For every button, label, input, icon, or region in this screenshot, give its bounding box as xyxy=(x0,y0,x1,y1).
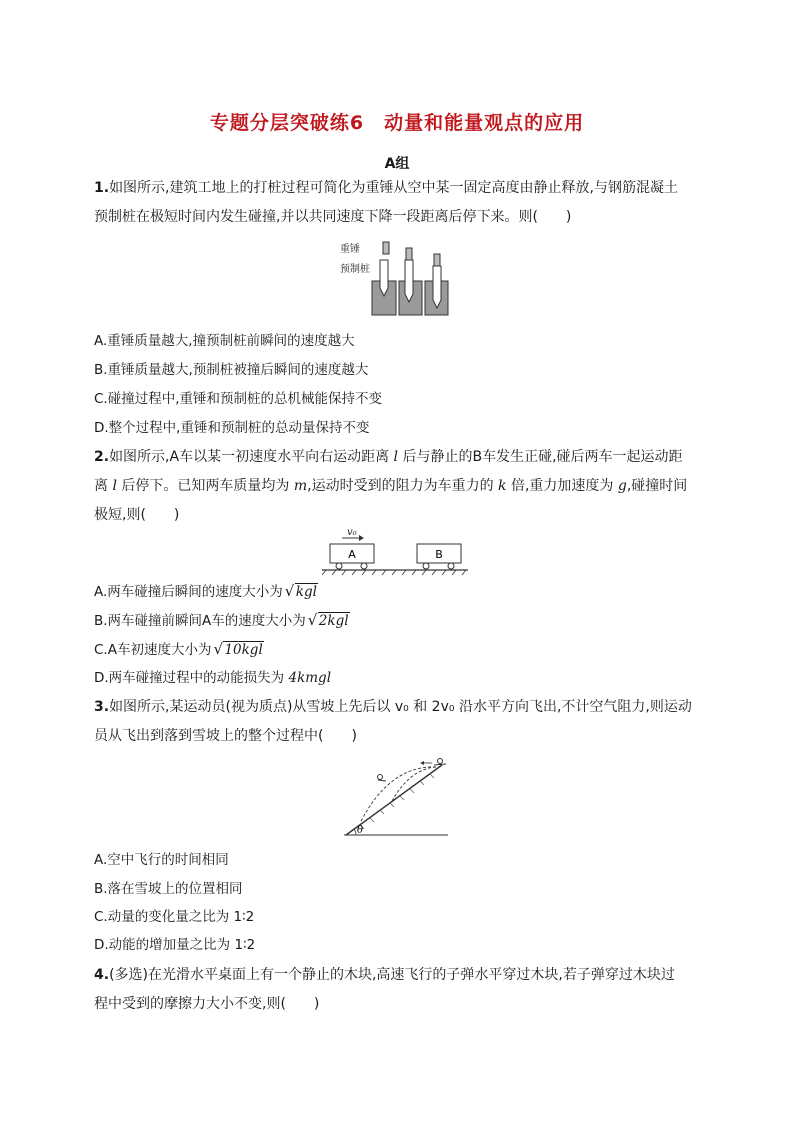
q2-option-c-text: C.A车初速度大小为 xyxy=(94,642,212,658)
q3-fig-theta: θ xyxy=(357,825,364,836)
q3-launch-arrowhead xyxy=(420,761,424,765)
q2-line1 xyxy=(94,447,714,467)
q2-option-c-radicand: 10kgl xyxy=(224,642,263,658)
q1-number: 1. xyxy=(94,180,110,196)
q2-option-a xyxy=(94,582,318,602)
q2-option-a-text: A.两车碰撞后瞬间的速度大小为 xyxy=(94,584,283,600)
q2-option-b-radicand: 2kgl xyxy=(318,613,349,629)
q3-option-d: D.动能的增加量之比为 1∶2 xyxy=(94,937,256,953)
q1-fig-label-hammer: 重锤 xyxy=(340,244,360,255)
q2-ground-hatch xyxy=(322,570,466,575)
q3-line1 xyxy=(94,697,714,717)
q4-line2: 程中受到的摩擦力大小不变,则( ) xyxy=(94,996,320,1012)
q2-text2e: ,碰撞时间 xyxy=(626,478,688,494)
q3-slope-figure xyxy=(340,755,452,839)
q2-fig-car-a-label: A xyxy=(348,548,356,561)
q1-option-d: D.整个过程中,重锤和预制桩的总动量保持不变 xyxy=(94,420,370,436)
q1-hammer-2 xyxy=(406,248,412,260)
q3-option-c: C.动量的变化量之比为 1∶2 xyxy=(94,909,255,925)
q3-skier-start-skis xyxy=(434,764,446,765)
q1-option-b: B.重锤质量越大,预制桩被撞后瞬间的速度越大 xyxy=(94,362,369,378)
q4-number: 4. xyxy=(94,967,110,983)
q4-line1 xyxy=(94,965,714,985)
q2-option-b-radical xyxy=(308,611,350,631)
q2-car-b-wheel-2 xyxy=(448,563,454,569)
q3-skier-midair xyxy=(378,775,383,780)
q2-text1b: 后与静止的B车发生正碰,碰后两车一起运动距 xyxy=(398,449,683,465)
q1-hammer-3 xyxy=(434,254,440,266)
q1-pile-1 xyxy=(380,260,388,296)
q2-option-c xyxy=(94,640,264,660)
q2-option-d xyxy=(94,668,331,688)
q2-var-l: l xyxy=(393,449,399,465)
q1-pile-figure xyxy=(340,236,456,320)
q3-option-a: A.空中飞行的时间相同 xyxy=(94,852,229,868)
q1-line2: 预制桩在极短时间内发生碰撞,并以共同速度下降一段距离后停下来。则( ) xyxy=(94,209,572,225)
q2-option-b-text: B.两车碰撞前瞬间A车的速度大小为 xyxy=(94,613,306,629)
q2-text2d: 倍,重力加速度为 xyxy=(506,478,618,494)
q2-line2 xyxy=(94,476,714,496)
q2-option-d-text: D.两车碰撞过程中的动能损失为 xyxy=(94,670,289,686)
q3-text1: 如图所示,某运动员(视为质点)从雪坡上先后以 v₀ 和 2v₀ 沿水平方向飞出,不计空气阻力,则运动 xyxy=(109,699,692,715)
q2-option-d-math: 4kmgl xyxy=(288,670,332,686)
q3-skier-midair-skis xyxy=(378,780,386,781)
q3-number: 3. xyxy=(94,699,110,715)
q1-line1 xyxy=(94,178,714,198)
q2-text1a: 如图所示,A车以某一初速度水平向右运动距离 xyxy=(109,449,394,465)
q3-trajectory-long xyxy=(360,767,436,823)
q4-text1: (多选)在光滑水平桌面上有一个静止的木块,高速飞行的子弹水平穿过木块,若子弹穿过木块过 xyxy=(109,967,675,983)
q2-var-g: g xyxy=(617,478,627,494)
q2-cars-figure xyxy=(322,524,470,576)
q2-car-a-wheel-1 xyxy=(336,563,342,569)
q2-option-a-radicand: kgl xyxy=(295,584,317,600)
q1-hammer xyxy=(383,242,389,254)
q2-var-k: k xyxy=(498,478,507,494)
group-heading: A组 xyxy=(384,156,410,172)
q2-number: 2. xyxy=(94,449,110,465)
q1-pile-3 xyxy=(433,266,441,308)
q2-option-c-radical xyxy=(213,640,263,660)
q1-option-a: A.重锤质量越大,撞预制桩前瞬间的速度越大 xyxy=(94,333,355,349)
q2-var-l2: l xyxy=(112,478,117,494)
q2-fig-v0: v₀ xyxy=(347,527,357,538)
page-title: 专题分层突破练6 动量和能量观点的应用 xyxy=(209,112,585,134)
q3-angle-arc xyxy=(354,829,356,835)
q2-text2b: 后停下。已知两车质量均为 xyxy=(116,478,294,494)
q1-option-c: C.碰撞过程中,重锤和预制桩的总机械能保持不变 xyxy=(94,391,383,407)
q1-text1: 如图所示,建筑工地上的打桩过程可简化为重锤从空中某一固定高度由静止释放,与钢筋混凝土 xyxy=(109,180,678,196)
q3-line2: 员从飞出到落到雪坡上的整个过程中( ) xyxy=(94,728,357,744)
q1-pile-2 xyxy=(405,260,413,302)
q2-line3: 极短,则( ) xyxy=(94,507,180,523)
q3-slope-hatch xyxy=(360,774,434,829)
q2-fig-car-b-label: B xyxy=(435,548,443,561)
q3-option-b: B.落在雪坡上的位置相同 xyxy=(94,881,243,897)
q3-skier-start xyxy=(438,759,443,764)
q2-text2c: ,运动时受到的阻力为车重力的 xyxy=(307,478,499,494)
q2-var-m: m xyxy=(293,478,308,494)
q2-car-a-wheel-2 xyxy=(361,563,367,569)
q2-option-a-radical xyxy=(285,582,318,602)
q1-fig-label-pile: 预制桩 xyxy=(340,264,370,275)
q2-option-b xyxy=(94,611,350,631)
q2-velocity-arrowhead xyxy=(359,535,364,541)
q2-car-b-wheel-1 xyxy=(423,563,429,569)
q2-text2a: 离 xyxy=(94,478,113,494)
